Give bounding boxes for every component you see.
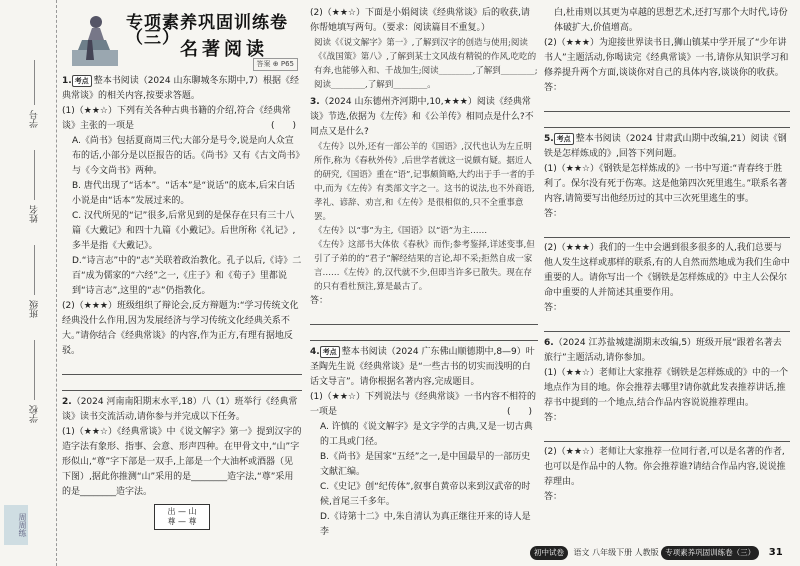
option-d: D.《诗第十二》中,朱自清认为真正继往开来的诗人是李 <box>320 512 531 537</box>
column-right <box>544 6 790 505</box>
answer-label: 答： <box>544 303 563 313</box>
seal-glyph: 出 — 山 <box>167 507 197 516</box>
class-label: 班级 <box>30 300 40 318</box>
option-c: C. 汉代所见的“记”很多,后常见到的是保存在只有三十八篇《大戴记》和四十九篇《小戴记》。后世所称《礼记》,多半是指《大戴记》。 <box>72 211 296 251</box>
answer-line[interactable] <box>544 113 790 128</box>
question-5-2: (2)（★★★）我们的一生中会遇到很多很多的人,我们总要与他人发生这样或那样的联系,有的人自然而然地成为我们生命中重要的人。请你写出一个《钢铁是怎样炼成的》中主人公保尔命中重要的人并简述其重要作用。 <box>544 243 790 298</box>
subject-label: 语文 <box>573 548 590 557</box>
question-6: 6.（2024 江苏盐城建湖期末改编,5）班级开展“跟着名著去旅行”主题活动,请你参加。 <box>544 338 782 363</box>
question-6-1: (1)（★★☆）老师让大家推荐《钢铁是怎样炼成的》中的一个地点作为目的地。你会推荐去哪里?请你就此发表推荐讲话,推荐书中提到的一个地点,结合作品内容说说推荐理由。 <box>544 368 788 408</box>
fill-line <box>34 245 35 295</box>
question-5: 5. 考点 整本书阅读（2024 甘肃武山期中改编,21）阅读《钢铁是怎样炼成的》,回答下列问题。 <box>544 134 787 159</box>
tag-badge: 考点 <box>320 346 340 358</box>
answer-line[interactable] <box>310 310 538 325</box>
name-label: 姓名 <box>30 205 40 223</box>
answer-line[interactable] <box>62 360 302 375</box>
option-c: C.《史记》创“纪传体”,叙事自黄帝以来到汉武帝的时候,首尾三千多年。 <box>320 482 531 507</box>
page-number: 31 <box>768 547 783 558</box>
tag-badge: 考点 <box>554 133 574 145</box>
page-footer <box>530 546 792 560</box>
question-4: 4. 考点 整本书阅读（2024 广东佛山顺德期中,8—9）叶圣陶先生说《经典常谈》是“一些古书的切实而浅明的白话文导言”。请你根据名著内容,完成题目。 <box>310 347 535 387</box>
column-middle <box>310 6 538 540</box>
fill-line <box>34 150 35 200</box>
answer-label: 答： <box>544 209 563 219</box>
answer-label: 答： <box>544 492 563 502</box>
question-3: 3.（2024 山东德州齐河期中,10,★★★）阅读《经典常谈》节选,依据为《左传》和《公羊传》相同点是什么?不同点又是什么? <box>310 97 534 137</box>
passage: 阅读《《说文解字》第一》,了解到汉字的创造与使用;阅读《《战国策》第八》,了解到某士文风战有精锐的作风,吃吃的有奔,也能够入和、千战加生;阅读________,了解到________;阅读________,了解到________。 <box>314 38 538 90</box>
question-2: 2.（2024 河南南阳期末水平,18）八（1）班举行《经典常谈》读书交流活动,请你参与并完成以下任务。 <box>62 397 298 422</box>
publisher-stamp: 周周练 <box>4 505 28 545</box>
page-title: 专项素养巩固训练卷（三） <box>126 13 288 48</box>
passage: 《左传》以外,还有一部公羊的《国语》,汉代也认为左丘明所作,称为《春秋外传》,后世学者就这一说颇有疑。据近人的研究,《国语》重在“语”,记事颇简略,大约出于手一者的手中,而为《左传》有类部文字之一。这书的说法,也不外商语,孝礼、谚辞、劝言,和《左传》是很相似的,只不全重事意罢。 <box>314 142 535 222</box>
unit-badge: 专项素养巩固训练卷（三） <box>661 546 759 560</box>
answer-line[interactable] <box>544 427 790 442</box>
answer-label: 答： <box>544 83 563 93</box>
answer-label: 答： <box>544 413 563 423</box>
question-2-2: (2)（★★☆）下面是小娟阅读《经典常谈》后的收获,请你帮她填写两句。（要求：阅读篇目不重复。） <box>310 8 530 33</box>
edition-label: 人教版 <box>634 548 659 557</box>
option-a: A.《尚书》包括夏商周三代;大部分是号令,说是向人众宣布的话,小部分是以臣报告的话。《尚书》又有《古文尚书》与《今文尚书》两种。 <box>72 136 300 176</box>
tag-badge: 考点 <box>72 75 92 87</box>
page-subtitle: 名著阅读 <box>180 39 268 60</box>
question-1-1: (1)（★★☆）下列有关各种古典书籍的介绍,符合《经典常谈》主张的一项是 ( ) <box>62 106 296 131</box>
option-b: B.《尚书》是国家“五经”之一,是中国最早的一部历史文献汇编。 <box>320 452 531 477</box>
answer-reference: 答案 ⊕ P65 <box>253 58 298 71</box>
series-badge: 初中试卷 <box>530 546 568 560</box>
seal-glyph: 尊 — 尊 <box>167 517 197 526</box>
answer-line[interactable] <box>544 223 790 238</box>
question-1: 1. 考点 整本书阅读（2024 山东聊城冬东期中,7）根据《经典常谈》的相关内容,按要求答题。 <box>62 76 300 101</box>
answer-line[interactable] <box>544 97 790 112</box>
column-left <box>62 6 302 530</box>
option-b: B. 唐代出现了“话本”。“话本”是“说话”的底本,后宋白话小说是由“话本”发展过来的。 <box>72 181 295 206</box>
question-4-1: (1)（★★☆）下列说法与《经典常谈》一书内容不相符的一项是 ( ) <box>310 392 536 417</box>
title-block <box>62 6 302 74</box>
grade-label: 八年级下册 <box>592 548 633 557</box>
question-5-1: (1)（★★☆）《钢铁是怎样炼成的》一书中写道:“青春终于胜利了。保尔没有死于伤寒。这是他第四次死里逃生。”联系名著内容,请简要写出他经历过的其中三次死里逃生的事。 <box>544 164 788 204</box>
answer-line[interactable] <box>310 326 538 341</box>
answer-line[interactable] <box>544 317 790 332</box>
option-a: A. 许慎的《说文解字》是文字学的古典,又是一切古典的工具或门径。 <box>320 422 533 447</box>
question-1-2: (2)（★★★）班级组织了辩论会,反方辩题为:“学习传统文化经典没什么作用,因为发展经济与学习传统文化经典关系不大。”请你结合《经典常谈》的内容,作为正方,有理有据地反驳。 <box>62 301 299 356</box>
character-figure <box>154 504 210 530</box>
option-d: D.“诗言志”中的“志”关联着政治教化。孔子以后,《诗》二百“成为儒家的“六经”之一,《庄子》和《荀子》里都说到“诗言志”,这里的“志”仍指教化。 <box>72 256 302 296</box>
binding-margin <box>0 0 57 566</box>
passage: 《左传》这部书大体依《春秋》而作;参考鉴择,详述变事,但引了子弟的的“君子”解经结果的言论,却不采;拒然自成一家言……《左传》的,汉代就不少,但即当许多已散失。现在存的只有看杜预注,算是最古了。 <box>314 240 535 292</box>
student-id-label: 学号 <box>30 110 40 128</box>
question-6-2: (2)（★★☆）老师让大家推荐一位同行者,可以是名著的作者,也可以是作品中的人物。你会推荐谁?请结合作品内容,说说推荐理由。 <box>544 447 786 487</box>
reading-figure-icon <box>70 10 120 70</box>
question-4-2: (2)（★★★）为迎接世界读书日,狮山镇某中学开展了“少年讲书人”主题活动,你喝读完《经典常谈》一书,请你从知识学习和修养提升两个方面,谈谈你对自己的具体内容,谈谈你的收获。 <box>544 38 789 78</box>
answer-label: 答： <box>310 296 329 306</box>
question-2-1: (1)（★★☆）《经典常谈》中《说文解字》第一》提到汉字的造字法有象形、指事、会意、形声四种。在甲骨文中,“山”字形似山,“尊”字下部是一双手,上部是一个大油杯或酒器（见下图）,据此你推测“山”采用的是________造字法,“尊”采用的是________造字法。 <box>62 427 302 497</box>
school-label: 学校 <box>30 405 40 423</box>
fill-line <box>34 60 35 105</box>
option-d-continued: 白,杜甫则以其更为卓越的思想艺术,还打写那个大时代,诗份体破扩大,价值增高。 <box>554 8 788 33</box>
answer-line[interactable] <box>62 376 302 391</box>
passage: 《左传》以“事”为主,《国语》以“语”为主…… <box>314 226 488 236</box>
fill-line <box>34 340 35 400</box>
